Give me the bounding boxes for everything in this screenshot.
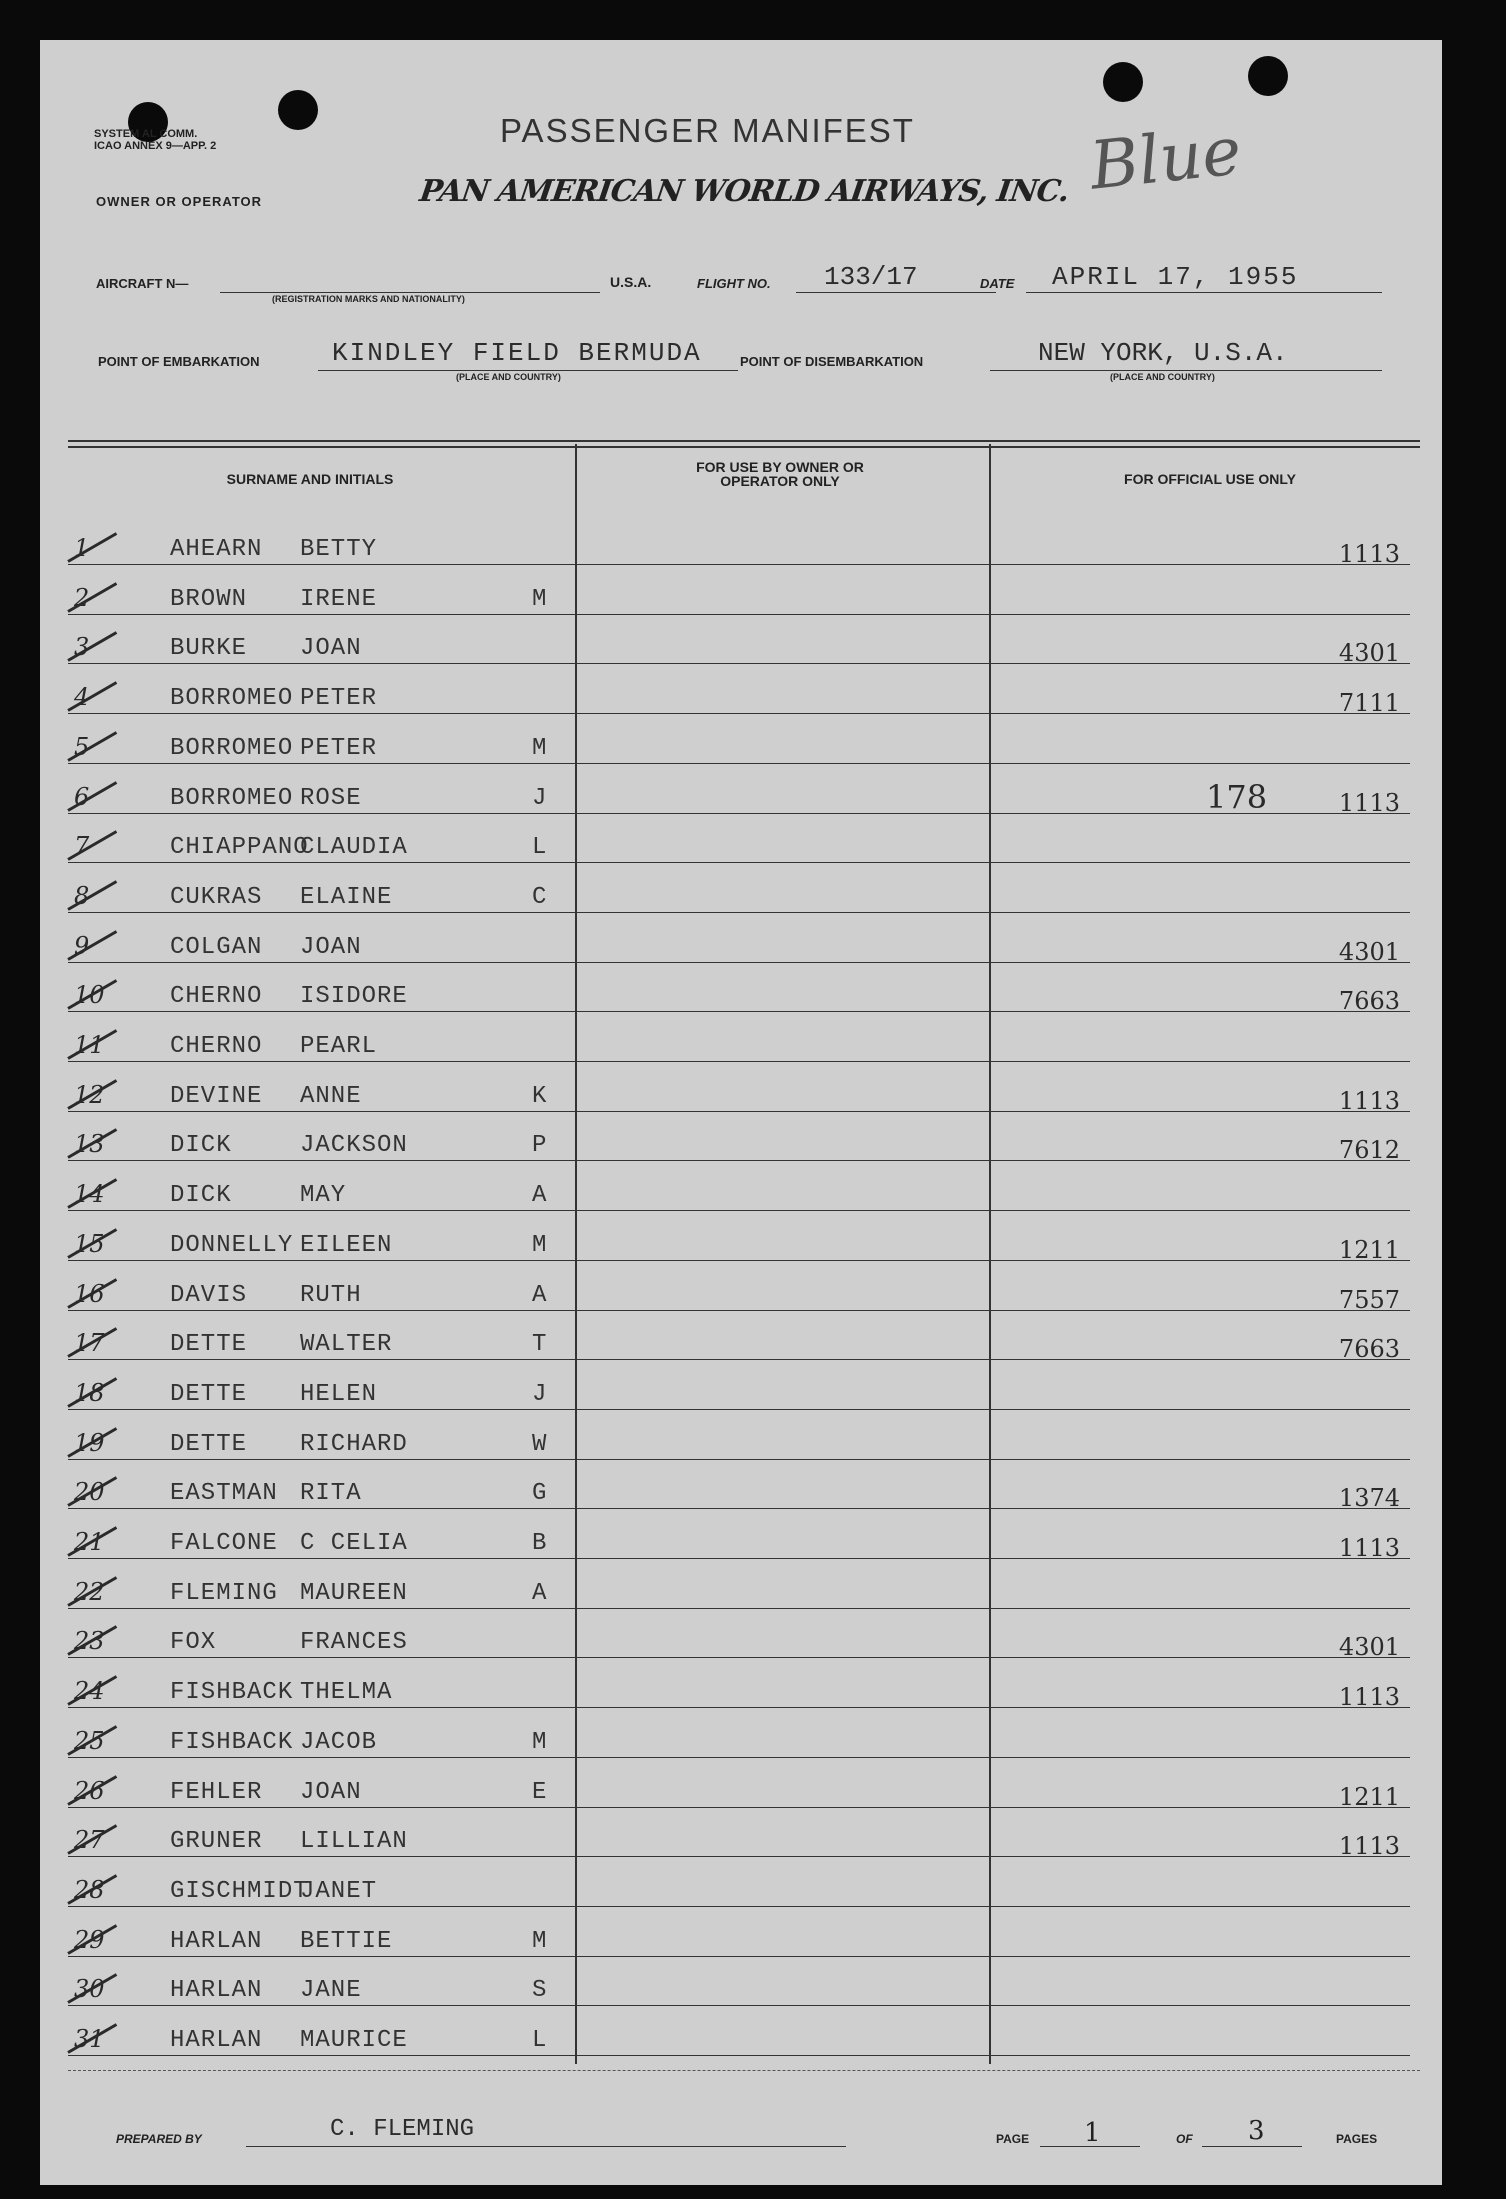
passenger-given-name: MAUREEN: [300, 1580, 408, 1607]
official-code: 7663: [1338, 1335, 1400, 1363]
official-code: 4301: [1338, 938, 1400, 966]
passenger-initial: M: [532, 735, 548, 762]
passenger-surname: DETTE: [170, 1331, 248, 1358]
passenger-given-name: WALTER: [300, 1331, 393, 1358]
row-rule: [68, 1310, 576, 1311]
official-code: 1113: [1338, 1832, 1400, 1860]
row-rule: [68, 1409, 576, 1410]
row-rule: [68, 1757, 576, 1758]
row-rule: [68, 1906, 576, 1907]
passenger-initial: S: [532, 1977, 548, 2004]
row-rule: [990, 614, 1410, 615]
official-code: 1211: [1338, 1236, 1400, 1264]
row-rule: [576, 1061, 990, 1062]
row-rule: [576, 862, 990, 863]
passenger-initial: T: [532, 1331, 548, 1358]
row-rule: [68, 1956, 576, 1957]
row-number: 16: [74, 1280, 105, 1308]
passenger-initial: P: [532, 1132, 548, 1159]
official-code: 1211: [1338, 1783, 1400, 1811]
passenger-surname: DETTE: [170, 1431, 248, 1458]
row-rule: [576, 2055, 990, 2056]
row-rule: [576, 1011, 990, 1012]
table-top-rule: [68, 446, 1420, 448]
passenger-given-name: RICHARD: [300, 1431, 408, 1458]
passenger-initial: K: [532, 1083, 548, 1110]
row-rule: [68, 1111, 576, 1112]
embarkation-field-line: [318, 370, 738, 371]
column-divider: [989, 444, 991, 2064]
row-number: 9: [74, 932, 90, 960]
passenger-given-name: PETER: [300, 735, 378, 762]
page-number: 1: [1084, 2118, 1101, 2148]
row-rule: [68, 713, 576, 714]
row-number: 20: [74, 1478, 105, 1506]
row-rule: [68, 2055, 576, 2056]
page-label: PAGE: [996, 2132, 1030, 2146]
passenger-given-name: IRENE: [300, 586, 378, 613]
official-code: 7663: [1338, 987, 1400, 1015]
pages-label: PAGES: [1336, 2132, 1378, 2146]
passenger-given-name: JOAN: [300, 934, 362, 961]
row-rule: [990, 2055, 1410, 2056]
row-number: 23: [74, 1627, 105, 1655]
row-rule: [576, 1459, 990, 1460]
row-rule: [990, 862, 1410, 863]
passenger-given-name: EILEEN: [300, 1232, 393, 1259]
row-rule: [68, 1657, 576, 1658]
row-rule: [68, 1807, 576, 1808]
passenger-given-name: JANE: [300, 1977, 362, 2004]
official-code: 4301: [1338, 1633, 1400, 1661]
passenger-surname: BORROMEO: [170, 735, 294, 762]
row-number: 24: [74, 1677, 105, 1705]
row-number: 2: [74, 584, 90, 612]
row-rule: [68, 663, 576, 664]
passenger-surname: CHERNO: [170, 983, 263, 1010]
column-header-official: FOR OFFICIAL USE ONLY: [1124, 471, 1296, 487]
row-number: 21: [74, 1528, 105, 1556]
row-rule: [68, 1558, 576, 1559]
punch-hole: [1103, 62, 1143, 102]
row-rule: [576, 1409, 990, 1410]
flight-number: 133/17: [824, 262, 918, 292]
passenger-initial: A: [532, 1580, 548, 1607]
passenger-surname: COLGAN: [170, 934, 263, 961]
row-rule: [68, 1210, 576, 1211]
table-bottom-rule: [68, 2070, 1420, 2071]
passenger-given-name: JOAN: [300, 635, 362, 662]
row-number: 7: [74, 832, 90, 860]
official-code: 1113: [1338, 540, 1400, 568]
row-rule: [576, 1807, 990, 1808]
row-rule: [68, 763, 576, 764]
punch-hole: [1248, 56, 1288, 96]
total-pages: 3: [1248, 2116, 1265, 2146]
row-rule: [576, 1508, 990, 1509]
table-top-rule: [68, 440, 1420, 442]
passenger-given-name: RUTH: [300, 1282, 362, 1309]
row-rule: [68, 614, 576, 615]
passenger-surname: DEVINE: [170, 1083, 263, 1110]
row-rule: [990, 1210, 1410, 1211]
passenger-initial: J: [532, 1381, 548, 1408]
row-rule: [990, 1409, 1410, 1410]
official-code: 7612: [1338, 1136, 1400, 1164]
row-number: 8: [74, 882, 90, 910]
official-code: 1113: [1338, 789, 1400, 817]
official-code: 1113: [1338, 1087, 1400, 1115]
row-rule: [68, 1260, 576, 1261]
row-rule: [990, 1459, 1410, 1460]
row-number: 25: [74, 1727, 105, 1755]
row-rule: [576, 564, 990, 565]
row-number: 17: [74, 1329, 105, 1357]
date-field-line: [1026, 292, 1382, 293]
official-annotation: 178: [1206, 778, 1268, 816]
passenger-initial: C: [532, 884, 548, 911]
row-rule: [576, 1210, 990, 1211]
prepared-by-label: PREPARED BY: [116, 2132, 202, 2146]
official-code: 4301: [1338, 639, 1400, 667]
passenger-surname: EASTMAN: [170, 1480, 278, 1507]
prepared-by-value: C. FLEMING: [330, 2116, 475, 2143]
row-rule: [68, 862, 576, 863]
passenger-surname: DONNELLY: [170, 1232, 294, 1259]
row-rule: [68, 564, 576, 565]
passenger-initial: L: [532, 2027, 548, 2054]
official-code: 1113: [1338, 1534, 1400, 1562]
passenger-initial: L: [532, 834, 548, 861]
passenger-surname: HARLAN: [170, 1928, 263, 1955]
row-rule: [576, 1310, 990, 1311]
passenger-initial: A: [532, 1282, 548, 1309]
date-label: DATE: [980, 276, 1015, 291]
row-rule: [68, 1359, 576, 1360]
row-rule: [576, 614, 990, 615]
row-rule: [990, 1757, 1410, 1758]
official-code: 7111: [1338, 689, 1400, 717]
disembarkation-field-line: [990, 370, 1382, 371]
row-rule: [68, 912, 576, 913]
embarkation-sub-label: (PLACE AND COUNTRY): [456, 372, 561, 382]
row-rule: [68, 1508, 576, 1509]
aircraft-sub-label: (REGISTRATION MARKS AND NATIONALITY): [272, 294, 465, 304]
passenger-surname: CUKRAS: [170, 884, 263, 911]
passenger-surname: HARLAN: [170, 1977, 263, 2004]
passenger-surname: CHERNO: [170, 1033, 263, 1060]
aircraft-label: AIRCRAFT N—: [96, 276, 189, 291]
embarkation-label: POINT OF EMBARKATION: [98, 354, 260, 369]
column-header-owner-use: FOR USE BY OWNER OR OPERATOR ONLY: [696, 459, 864, 489]
passenger-given-name: FRANCES: [300, 1629, 408, 1656]
passenger-given-name: ANNE: [300, 1083, 362, 1110]
passenger-surname: DETTE: [170, 1381, 248, 1408]
row-rule: [576, 1359, 990, 1360]
row-rule: [576, 1657, 990, 1658]
passenger-surname: GRUNER: [170, 1828, 263, 1855]
row-rule: [68, 813, 576, 814]
form-reference-line2: ICAO ANNEX 9—APP. 2: [94, 140, 217, 152]
row-rule: [576, 1558, 990, 1559]
passenger-surname: FISHBACK: [170, 1679, 294, 1706]
row-rule: [68, 962, 576, 963]
passenger-given-name: BETTIE: [300, 1928, 393, 1955]
row-rule: [68, 1459, 576, 1460]
passenger-given-name: MAY: [300, 1182, 347, 1209]
row-number: 13: [74, 1130, 105, 1158]
row-number: 28: [74, 1876, 105, 1904]
row-rule: [68, 1061, 576, 1062]
official-code: 7557: [1338, 1286, 1400, 1314]
row-number: 31: [74, 2025, 105, 2053]
passenger-surname: BORROMEO: [170, 685, 294, 712]
disembarkation-sub-label: (PLACE AND COUNTRY): [1110, 372, 1215, 382]
passenger-surname: BURKE: [170, 635, 248, 662]
form-reference-line1: SYSTEM AL COMM.: [94, 128, 198, 140]
passenger-surname: GISCHMIDT: [170, 1878, 309, 1905]
row-rule: [576, 1757, 990, 1758]
passenger-surname: FALCONE: [170, 1530, 278, 1557]
aircraft-field-line: [220, 292, 600, 293]
passenger-initial: M: [532, 1729, 548, 1756]
passenger-given-name: RITA: [300, 1480, 362, 1507]
passenger-given-name: PEARL: [300, 1033, 378, 1060]
row-number: 26: [74, 1777, 105, 1805]
of-field-line: [1202, 2146, 1302, 2147]
disembarkation-label: POINT OF DISEMBARKATION: [740, 354, 924, 369]
row-number: 4: [74, 683, 90, 711]
manifest-sheet: [40, 40, 1442, 2185]
passenger-surname: FLEMING: [170, 1580, 278, 1607]
passenger-initial: J: [532, 785, 548, 812]
embarkation-value: KINDLEY FIELD BERMUDA: [332, 338, 702, 368]
owner-value: PAN AMERICAN WORLD AIRWAYS, INC.: [417, 174, 1071, 209]
passenger-given-name: JACKSON: [300, 1132, 408, 1159]
row-number: 5: [74, 733, 90, 761]
of-label: OF: [1176, 2132, 1193, 2146]
passenger-initial: M: [532, 586, 548, 613]
passenger-given-name: JOAN: [300, 1779, 362, 1806]
punch-hole: [278, 90, 318, 130]
row-number: 10: [74, 981, 105, 1009]
passenger-given-name: BETTY: [300, 536, 378, 563]
flight-label: FLIGHT NO.: [697, 276, 771, 291]
passenger-initial: B: [532, 1530, 548, 1557]
passenger-initial: A: [532, 1182, 548, 1209]
official-code: 1374: [1338, 1484, 1400, 1512]
row-rule: [990, 1956, 1410, 1957]
passenger-surname: DICK: [170, 1132, 232, 1159]
row-rule: [68, 1160, 576, 1161]
disembarkation-value: NEW YORK, U.S.A.: [1038, 338, 1288, 368]
passenger-surname: FISHBACK: [170, 1729, 294, 1756]
passenger-given-name: THELMA: [300, 1679, 393, 1706]
passenger-initial: E: [532, 1779, 548, 1806]
passenger-surname: CHIAPPANO: [170, 834, 309, 861]
passenger-surname: AHEARN: [170, 536, 263, 563]
passenger-surname: DICK: [170, 1182, 232, 1209]
row-rule: [68, 1011, 576, 1012]
column-divider: [575, 444, 577, 2064]
row-number: 6: [74, 783, 90, 811]
row-rule: [990, 1061, 1410, 1062]
row-rule: [576, 1856, 990, 1857]
row-number: 11: [74, 1031, 105, 1059]
passenger-surname: DAVIS: [170, 1282, 248, 1309]
passenger-surname: FEHLER: [170, 1779, 263, 1806]
row-number: 18: [74, 1379, 105, 1407]
row-number: 30: [74, 1975, 105, 2003]
passenger-surname: HARLAN: [170, 2027, 263, 2054]
row-rule: [576, 2005, 990, 2006]
row-number: 14: [74, 1180, 105, 1208]
passenger-initial: W: [532, 1431, 548, 1458]
row-rule: [990, 2005, 1410, 2006]
row-rule: [576, 1260, 990, 1261]
usa-label: U.S.A.: [610, 274, 652, 290]
passenger-surname: BORROMEO: [170, 785, 294, 812]
row-rule: [576, 1707, 990, 1708]
passenger-given-name: ISIDORE: [300, 983, 408, 1010]
row-number: 29: [74, 1926, 105, 1954]
passenger-given-name: C CELIA: [300, 1530, 408, 1557]
passenger-given-name: PETER: [300, 685, 378, 712]
passenger-initial: M: [532, 1928, 548, 1955]
passenger-given-name: CLAUDIA: [300, 834, 408, 861]
page-title: PASSENGER MANIFEST: [500, 112, 915, 149]
column-header-name: SURNAME AND INITIALS: [226, 471, 394, 487]
passenger-given-name: ROSE: [300, 785, 362, 812]
row-rule: [576, 763, 990, 764]
row-number: 1: [74, 534, 90, 562]
row-number: 27: [74, 1826, 105, 1854]
row-rule: [68, 1856, 576, 1857]
row-number: 3: [74, 633, 90, 661]
row-rule: [576, 1608, 990, 1609]
passenger-initial: G: [532, 1480, 548, 1507]
row-rule: [576, 1906, 990, 1907]
row-rule: [576, 663, 990, 664]
row-number: 19: [74, 1429, 105, 1457]
passenger-given-name: JANET: [300, 1878, 378, 1905]
passenger-given-name: ELAINE: [300, 884, 393, 911]
passenger-given-name: MAURICE: [300, 2027, 408, 2054]
passenger-surname: BROWN: [170, 586, 248, 613]
passenger-initial: M: [532, 1232, 548, 1259]
passenger-surname: FOX: [170, 1629, 217, 1656]
form-reference: [94, 128, 216, 152]
flight-field-line: [796, 292, 996, 293]
row-rule: [990, 912, 1410, 913]
row-rule: [576, 1956, 990, 1957]
row-rule: [990, 1906, 1410, 1907]
row-rule: [576, 1160, 990, 1161]
row-rule: [68, 2005, 576, 2006]
row-rule: [68, 1707, 576, 1708]
passenger-given-name: LILLIAN: [300, 1828, 408, 1855]
row-number: 22: [74, 1578, 105, 1606]
row-rule: [990, 763, 1410, 764]
row-rule: [576, 912, 990, 913]
official-code: 1113: [1338, 1683, 1400, 1711]
owner-label: OWNER OR OPERATOR: [96, 194, 263, 209]
passenger-given-name: JACOB: [300, 1729, 378, 1756]
prepared-by-field-line: [246, 2146, 846, 2147]
row-number: 15: [74, 1230, 105, 1258]
handwritten-note: Blue: [1086, 112, 1245, 205]
row-rule: [990, 1608, 1410, 1609]
row-rule: [576, 813, 990, 814]
passenger-given-name: HELEN: [300, 1381, 378, 1408]
row-number: 12: [74, 1081, 105, 1109]
row-rule: [576, 713, 990, 714]
row-rule: [576, 962, 990, 963]
row-rule: [576, 1111, 990, 1112]
flight-date: APRIL 17, 1955: [1052, 262, 1299, 292]
row-rule: [68, 1608, 576, 1609]
